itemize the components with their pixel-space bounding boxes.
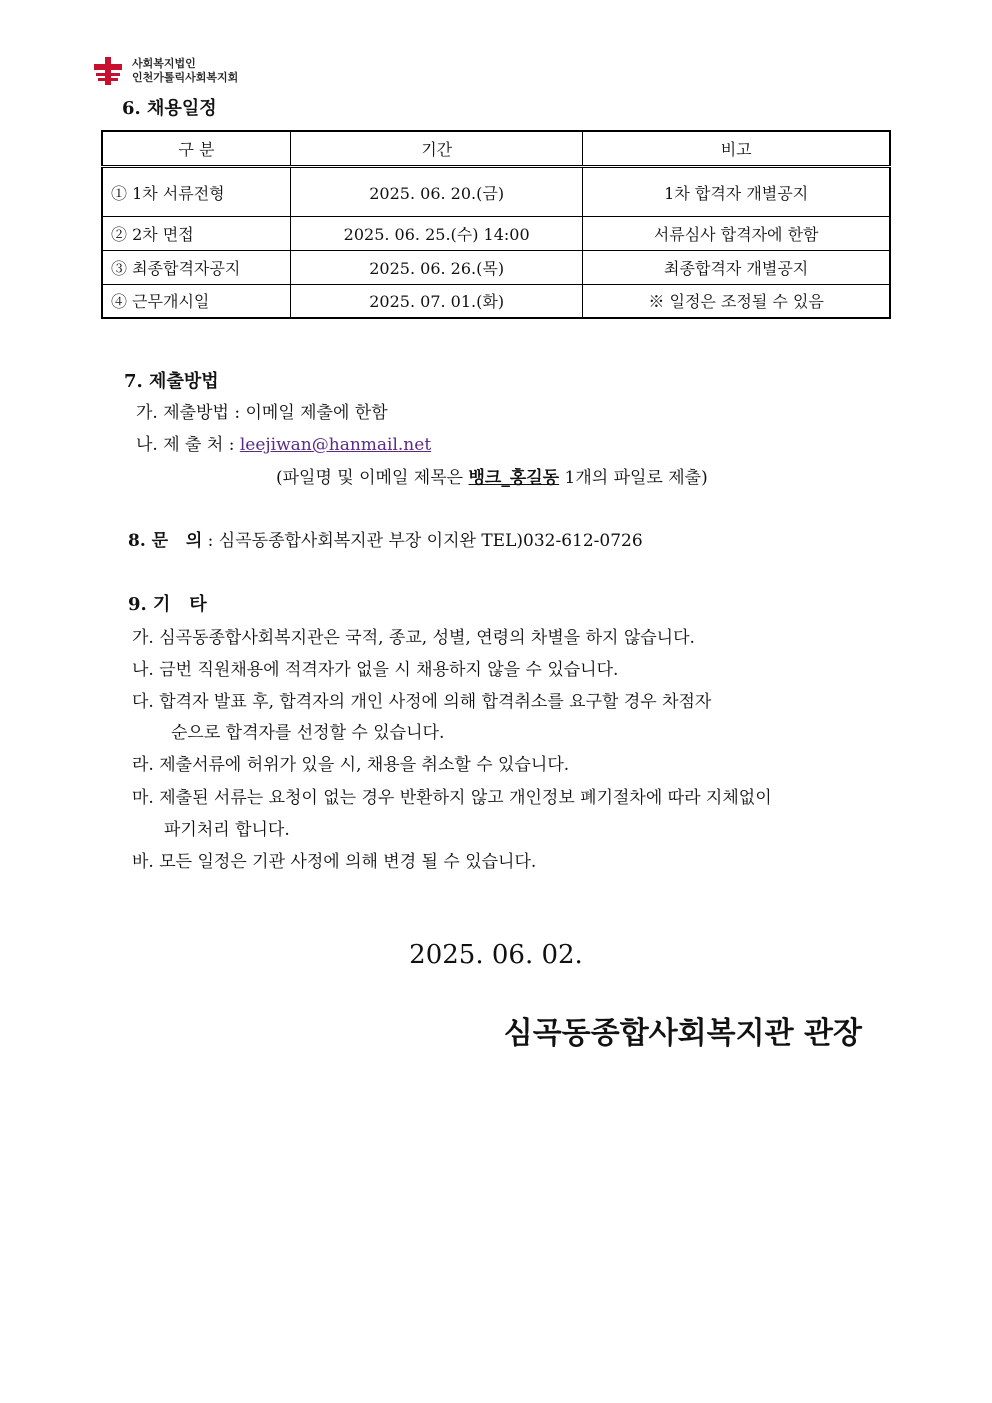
table-header-row [102,131,890,167]
document-date: 2025. 06. 02. [409,940,583,970]
table-row [102,251,890,285]
etc-item: 다. 합격자 발표 후, 합격자의 개인 사정에 의해 합격취소를 요구할 경우 차점자 [132,692,712,712]
col-header-note: 비고 [583,131,890,167]
file-name-note [276,463,708,488]
submit-dest-line [136,430,431,455]
col-header-period: 기간 [291,131,583,167]
section7-title: 7. 제출방법 [124,371,219,392]
table-row [102,167,890,217]
org-name-line1: 사회복지법인 [132,57,196,70]
etc-item: 가. 심곡동종합사회복지관은 국적, 종교, 성별, 연령의 차별을 하지 않습니다. [132,628,695,648]
file-note-prefix: (파일명 및 이메일 제목은 [276,468,464,488]
stage-cell: ④ 근무개시일 [102,285,291,318]
section9-title: 9. 기 타 [128,594,207,615]
period-cell: 2025. 06. 26.(목) [291,251,583,285]
note-cell: ※ 일정은 조정될 수 있음 [583,285,890,318]
org-logo [92,56,238,86]
file-note-example: 뱅크_홍길동 [468,468,560,488]
submit-method-line [136,398,388,423]
period-cell: 2025. 06. 25.(수) 14:00 [291,217,583,251]
col-header-stage: 구 분 [102,131,291,167]
stage-cell: ① 1차 서류전형 [102,167,291,217]
table-row [102,285,890,318]
note-cell: 서류심사 합격자에 한함 [583,217,890,251]
stage-cell: ③ 최종합격자공지 [102,251,291,285]
stage-cell: ② 2차 면접 [102,217,291,251]
table-row [102,217,890,251]
email-link[interactable]: leejiwan@hanmail.net [239,435,432,455]
schedule-table [101,130,891,319]
etc-item: 라. 제출서류에 허위가 있을 시, 채용을 취소할 수 있습니다. [132,755,570,775]
etc-item-continued: 순으로 합격자를 선정할 수 있습니다. [171,723,445,743]
period-cell: 2025. 06. 20.(금) [291,167,583,217]
etc-item: 나. 금번 직원채용에 적격자가 없을 시 채용하지 않을 수 있습니다. [132,660,619,680]
note-cell: 최종합격자 개별공지 [583,251,890,285]
submit-dest-label: 나. 제 출 처 : [136,435,235,455]
signature: 심곡동종합사회복지관 관장 [503,1016,862,1051]
note-cell: 1차 합격자 개별공지 [583,167,890,217]
etc-item: 바. 모든 일정은 기관 사정에 의해 변경 될 수 있습니다. [132,852,537,872]
inquiry-line [128,526,643,551]
cross-logo-icon [92,56,124,86]
inquiry-label: 8. 문 의 [128,531,203,551]
etc-item: 마. 제출된 서류는 요청이 없는 경우 반환하지 않고 개인정보 폐기절차에 따라 지체없이 [132,788,772,808]
file-note-suffix: 1개의 파일로 제출) [564,468,708,488]
inquiry-value: : 심곡동종합사회복지관 부장 이지완 TEL)032-612-0726 [207,531,643,551]
submit-method-label: 가. 제출방법 : [136,403,241,423]
period-cell: 2025. 07. 01.(화) [291,285,583,318]
org-name [132,57,238,85]
section6-title: 6. 채용일정 [122,98,217,119]
etc-item-continued: 파기처리 합니다. [164,820,290,840]
submit-method-value: 이메일 제출에 한함 [245,403,388,423]
org-name-line2: 인천가톨릭사회복지회 [132,71,239,84]
